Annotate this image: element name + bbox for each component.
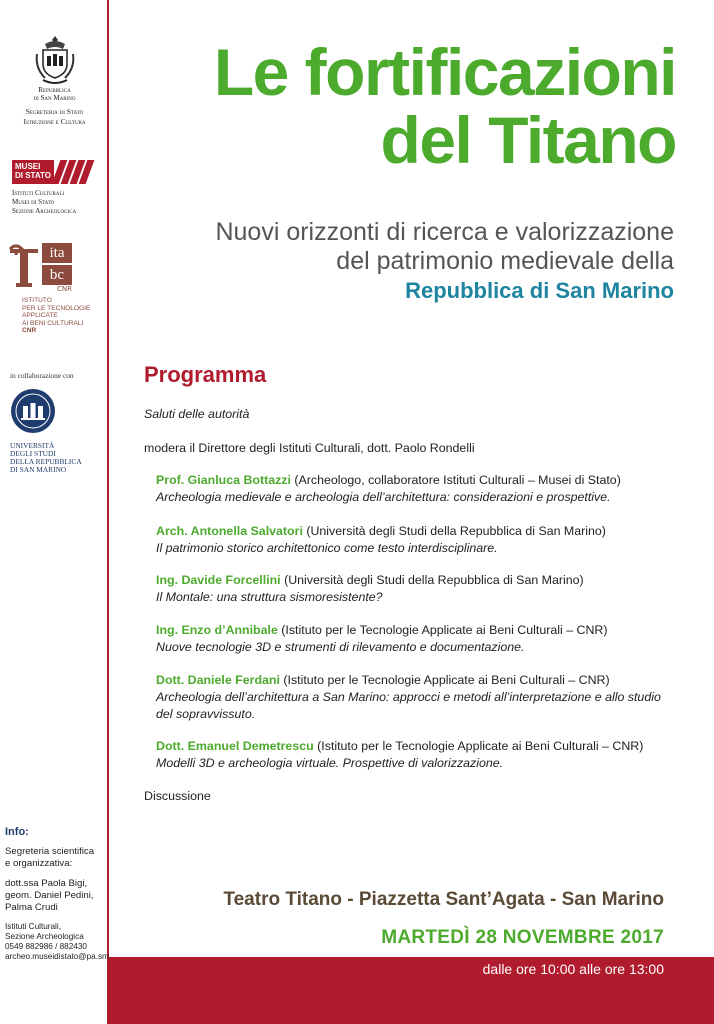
university-name-line: UNIVERSITÀ	[10, 441, 55, 450]
info-line: Segreteria scientifica	[5, 846, 95, 857]
secretariat-line: Segreteria di Stato	[25, 107, 84, 116]
event-date: MARTEDÌ 28 NOVEMBRE 2017	[381, 927, 664, 948]
talk-item	[156, 572, 676, 606]
musei-di-stato-logo	[12, 160, 108, 216]
subtitle	[215, 218, 674, 305]
info-line: Istituti Culturali,	[5, 922, 61, 931]
musei-logo-text: DI STATO	[15, 171, 51, 180]
talk-item	[156, 523, 676, 557]
program-heading: Programma	[144, 362, 267, 387]
talk-item	[156, 472, 676, 506]
musei-caption-line: Sezione Archeologica	[12, 207, 77, 215]
talk-title: Nuove tecnologie 3D e strumenti di rilevamento e documentazione.	[156, 640, 525, 654]
speaker-name: Prof. Gianluca Bottazzi	[156, 473, 291, 487]
info-line: Sezione Archeologica	[5, 932, 84, 941]
republic-name-line: di San Marino	[33, 94, 76, 102]
speaker-name: Arch. Antonella Salvatori	[156, 524, 303, 538]
info-line: Palma Crudi	[5, 902, 58, 913]
talk-title: Il Montale: una struttura sismoresistente?	[156, 590, 383, 604]
talk-title: Il patrimonio storico architettonico come testo interdisciplinare.	[156, 541, 498, 555]
republic-name-line: Repubblica	[38, 86, 71, 94]
secretariat-name	[0, 107, 109, 127]
speaker-name: Dott. Emanuel Demetrescu	[156, 739, 314, 753]
musei-logo-box	[12, 160, 54, 184]
info-contacts	[5, 922, 107, 962]
musei-logo-mark	[12, 160, 90, 184]
itabc-caption-line: CNR	[22, 327, 37, 335]
speaker-affiliation: (Istituto per le Tecnologie Applicate ai Beni Culturali – CNR)	[279, 673, 610, 687]
university-name-line: DELLA REPUBBLICA	[10, 457, 82, 466]
musei-logo-text: MUSEI	[15, 162, 41, 171]
speaker-affiliation: (Istituto per le Tecnologie Applicate ai Beni Culturali – CNR)	[313, 739, 644, 753]
university-name-line: DEGLI STUDI	[10, 449, 56, 458]
university-name-line: DI SAN MARINO	[10, 465, 67, 474]
page-title	[213, 35, 676, 177]
itabc-caption	[22, 297, 108, 335]
info-box	[5, 826, 107, 962]
republic-logo	[0, 34, 109, 127]
info-heading: Info:	[5, 826, 29, 838]
itabc-logo-bottom: bc	[42, 265, 72, 285]
itabc-caption-line: PER LE TECNOLOGIE	[22, 304, 91, 312]
speaker-name: Dott. Daniele Ferdani	[156, 673, 280, 687]
talk-title: Archeologia dell’architettura a San Marino: approcci e metodi all’interpretazione e allo studio del sopravvissuto.	[156, 690, 661, 721]
subtitle-highlight: Repubblica di San Marino	[405, 278, 674, 303]
itabc-caption-line: ISTITUTO	[22, 297, 52, 304]
speaker-affiliation: (Istituto per le Tecnologie Applicate ai Beni Culturali – CNR)	[277, 623, 608, 637]
info-line: dott.ssa Paola Bigi,	[5, 878, 88, 889]
itabc-caption-line: AI BENI CULTURALI	[22, 319, 84, 327]
info-email-link[interactable]: archeo.museidistato@pa.sm	[5, 952, 109, 961]
talk-title: Modelli 3D e archeologia virtuale. Prospettive di valorizzazione.	[156, 756, 504, 770]
info-line: e organizzativa:	[5, 858, 73, 869]
info-organizers	[5, 846, 107, 870]
talk-item	[156, 622, 676, 656]
speaker-affiliation: (Università degli Studi della Repubblica di San Marino)	[302, 524, 606, 538]
secretariat-line: Istruzione e Cultura	[23, 117, 86, 126]
program-discussion: Discussione	[144, 789, 211, 803]
university-seal-icon	[10, 388, 56, 434]
republic-name	[0, 86, 109, 102]
coat-of-arms-icon	[33, 34, 77, 86]
info-names	[5, 878, 107, 914]
speaker-name: Ing. Davide Forcellini	[156, 573, 281, 587]
musei-caption-line: Istituti Culturali	[12, 189, 65, 197]
page-title-line: Le fortificazioni	[213, 35, 676, 109]
talk-title: Archeologia medievale e archeologia dell’architettura: considerazioni e prospettive.	[156, 490, 611, 504]
speaker-affiliation: (Archeologo, collaboratore Istituti Culturali – Musei di Stato)	[290, 473, 621, 487]
column-icon	[8, 243, 40, 287]
info-phone: 0549 882986 / 882430	[5, 942, 87, 951]
musei-caption	[12, 189, 108, 216]
itabc-logo-mark	[8, 243, 108, 293]
itabc-boxes	[42, 243, 72, 293]
musei-caption-line: Musei di Stato	[12, 198, 55, 206]
itabc-caption-line: APPLICATE	[22, 312, 58, 320]
info-line: geom. Daniel Pedini,	[5, 890, 94, 901]
event-time: dalle ore 10:00 alle ore 13:00	[482, 961, 664, 977]
event-venue: Teatro Titano - Piazzetta Sant’Agata - San Marino	[223, 889, 664, 910]
collaboration-label: in collaborazione con	[10, 371, 74, 380]
subtitle-line: del patrimonio medievale della	[336, 247, 674, 275]
talk-item	[156, 738, 676, 772]
university-logo	[10, 388, 108, 474]
program-greetings: Saluti delle autorità	[144, 407, 250, 421]
speaker-affiliation: (Università degli Studi della Repubblica di San Marino)	[280, 573, 584, 587]
musei-logo-stripes	[54, 160, 90, 184]
sidebar	[0, 0, 109, 1024]
subtitle-line: Nuovi orizzonti di ricerca e valorizzazione	[215, 218, 674, 246]
itabc-logo-cnr: CNR	[57, 285, 72, 293]
program-moderator: modera il Direttore degli Istituti Culturali, dott. Paolo Rondelli	[144, 441, 475, 455]
page-title-line: del Titano	[380, 103, 676, 177]
itabc-logo	[8, 243, 108, 335]
university-name	[10, 442, 108, 474]
speaker-name: Ing. Enzo d’Annibale	[156, 623, 278, 637]
talk-item	[156, 672, 676, 723]
itabc-logo-top: ita	[42, 243, 72, 263]
